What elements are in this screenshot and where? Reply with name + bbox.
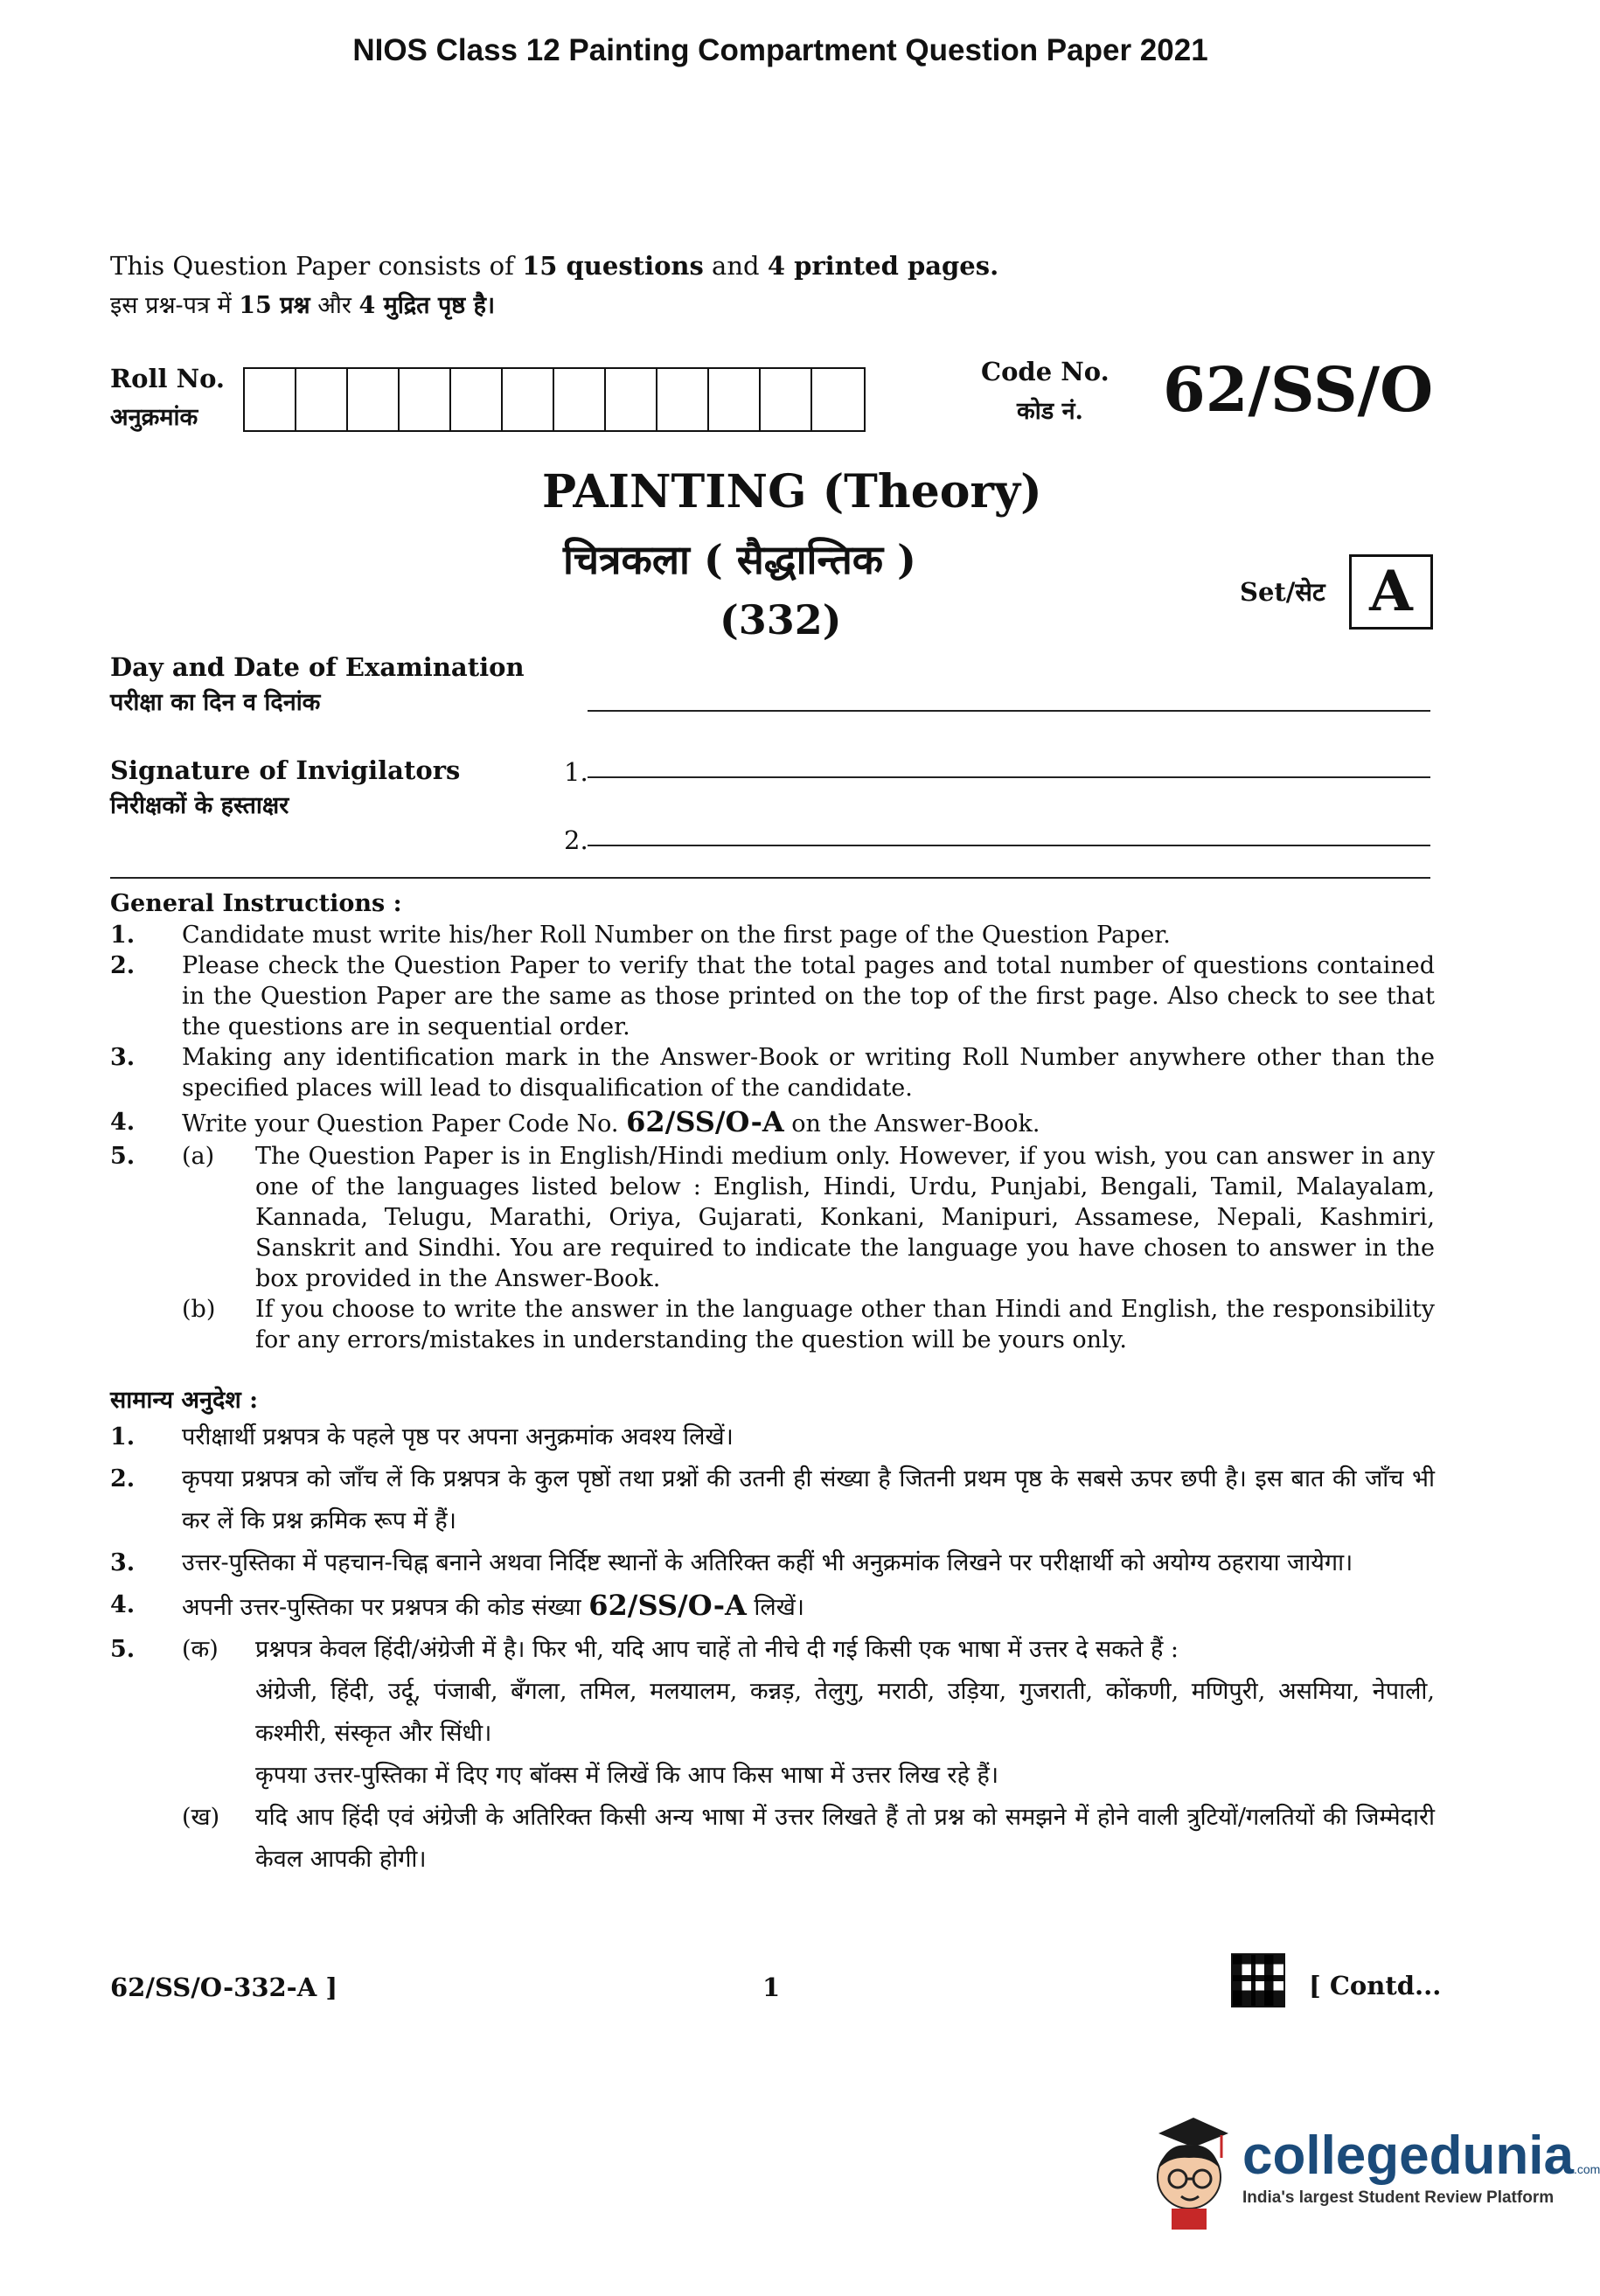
roll-cell[interactable] — [657, 369, 709, 430]
instruction-text: Please check the Question Paper to verify that the total pages and total number of questions contained in the Question Paper are the same as those printed on the top of the first page. Also check to see that the questions are in sequential order. — [182, 952, 1435, 1040]
hindi-text — [182, 1584, 1435, 1629]
instruction-item — [110, 1141, 1435, 1355]
roll-cell[interactable] — [709, 369, 761, 430]
hindi-text: कृपया प्रश्नपत्र को जाँच लें कि प्रश्नपत्र के कुल पृष्ठों तथा प्रश्नों की उतनी ही संख्या है जितनी प्रथम पृष्ठ के सबसे ऊपर छपी है। इस बात की जाँच भी कर लें कि प्रश्न क्रमिक रूप में हैं। — [182, 1465, 1435, 1534]
invigilator-1-line[interactable] — [588, 776, 1430, 778]
sub-label: (a) — [182, 1143, 215, 1170]
page-banner: NIOS Class 12 Painting Compartment Question Paper 2021 — [352, 33, 1208, 67]
hindi-4-code: 62/SS/O-A — [588, 1589, 747, 1622]
roll-cell[interactable] — [761, 369, 812, 430]
instruction-4-post: on the Answer-Book. — [783, 1110, 1040, 1138]
subject-title-hi: चित्रकला ( सैद्धान्तिक ) — [563, 536, 916, 583]
invigilator-2-line[interactable] — [588, 845, 1430, 846]
instruction-item — [110, 920, 1435, 950]
roll-cell[interactable] — [812, 369, 864, 430]
instruction-4-pre: Write your Question Paper Code No. — [182, 1110, 627, 1138]
roll-cell[interactable] — [606, 369, 657, 430]
sub-label: (ख) — [182, 1804, 220, 1831]
roll-label-hi: अनुक्रमांक — [110, 404, 198, 431]
hindi-number: 5. — [110, 1636, 136, 1663]
sub-text: प्रश्नपत्र केवल हिंदी/अंग्रेजी में है। फिर भी, यदि आप चाहें तो नीचे दी गई किसी एक भाषा में उत्तर दे सकते हैं : — [255, 1636, 1179, 1663]
exam-date-line[interactable] — [588, 710, 1430, 712]
roll-cell[interactable] — [554, 369, 606, 430]
set-label: Set/सेट — [1240, 577, 1325, 607]
consists-hi-pre: इस प्रश्न-पत्र में — [110, 292, 240, 319]
sub-text: कृपया उत्तर-पुस्तिका में दिए गए बॉक्स में लिखें कि आप किस भाषा में उत्तर लिख रहे हैं। — [255, 1762, 999, 1789]
instruction-text — [182, 1107, 1435, 1139]
hindi-item — [110, 1458, 1435, 1542]
hindi-item — [110, 1416, 1435, 1458]
logo-brand: collegedunia — [1242, 2126, 1574, 2186]
consists-en-mid: and — [703, 251, 768, 281]
hindi-item — [110, 1542, 1435, 1584]
section-divider — [110, 877, 1430, 879]
invigilators-label-en: Signature of Invigilators — [110, 755, 461, 785]
hindi-instructions-heading: सामान्य अनुदेश : — [110, 1387, 259, 1414]
hindi-4-pre: अपनी उत्तर-पुस्तिका पर प्रश्नपत्र की कोड संख्या — [182, 1594, 589, 1621]
consists-hi-questions: 15 प्रश्न — [239, 292, 310, 319]
paper-consists-en — [110, 251, 998, 282]
consists-en-pages: 4 printed pages. — [767, 251, 999, 281]
general-instructions-heading: General Instructions : — [110, 890, 402, 917]
code-label-hi: कोड नं. — [1017, 398, 1083, 425]
footer-contd: [ Contd... — [1309, 1971, 1442, 2000]
roll-number-boxes[interactable] — [243, 367, 866, 432]
roll-cell[interactable] — [296, 369, 348, 430]
hindi-number: 2. — [110, 1465, 136, 1492]
invigilator-1-number: 1. — [564, 757, 588, 787]
qr-code-icon — [1231, 1953, 1285, 2007]
instruction-5a — [182, 1141, 1435, 1294]
instruction-number: 4. — [110, 1109, 136, 1136]
hindi-number: 3. — [110, 1549, 136, 1576]
instruction-4-code: 62/SS/O-A — [626, 1105, 784, 1138]
consists-hi-pages: 4 मुद्रित पृष्ठ है। — [358, 292, 496, 319]
sub-label: (क) — [182, 1636, 219, 1663]
hindi-4-post: लिखें। — [746, 1594, 805, 1621]
collegedunia-logo[interactable] — [1141, 2107, 1600, 2230]
hindi-text: उत्तर-पुस्तिका में पहचान-चिह्न बनाने अथवा निर्दिष्ट स्थानों के अतिरिक्त कहीं भी अनुक्रमांक लिखने पर परीक्षार्थी को अयोग्य ठहराया जायेगा। — [182, 1549, 1353, 1576]
instruction-number: 2. — [110, 952, 136, 979]
hindi-item — [110, 1584, 1435, 1629]
roll-cell[interactable] — [451, 369, 503, 430]
instruction-number: 1. — [110, 922, 136, 949]
logo-tagline: India's largest Student Review Platform — [1242, 2188, 1555, 2207]
exam-date-label-hi: परीक्षा का दिन व दिनांक — [110, 689, 321, 716]
instruction-item — [110, 950, 1435, 1042]
hindi-5a — [182, 1629, 1435, 1797]
sub-text: अंग्रेजी, हिंदी, उर्दू, पंजाबी, बँगला, तमिल, मलयालम, कन्नड़, तेलुगु, मराठी, उड़िया, गुजराती, कोंकणी, मणिपुरी, असमिया, नेपाली, कश्मीरी, संस्कृत और सिंधी। — [255, 1678, 1435, 1747]
code-label-en: Code No. — [981, 357, 1110, 386]
roll-label-en: Roll No. — [110, 364, 226, 393]
roll-cell[interactable] — [503, 369, 554, 430]
invigilators-label-hi: निरीक्षकों के हस्ताक्षर — [110, 792, 289, 819]
logo-com: .com — [1573, 2162, 1600, 2176]
sub-text: The Question Paper is in English/Hindi medium only. However, if you wish, you can answer in any one of the languages listed below : English, Hindi, Urdu, Punjabi, Bengali, Tamil, Malayalam, Kannada, Telugu, Marathi, Oriya, Gujarati, Konkani, Manipuri, Assamese, Nepali, Kashmiri, Sanskrit and Sindhi. You are required to indicate the language you have chosen to answer in the box provided in the Answer-Book. — [255, 1143, 1435, 1292]
instruction-text: Making any identification mark in the Answer-Book or writing Roll Number anywhere other than the specified places will lead to disqualification of the candidate. — [182, 1044, 1435, 1102]
footer-paper-code: 62/SS/O-332-A ] — [110, 1972, 338, 2002]
logo-wordmark — [1242, 2126, 1600, 2186]
set-box: A — [1349, 554, 1433, 630]
sub-text: If you choose to write the answer in the language other than Hindi and English, the responsibility for any errors/mistakes in understanding the question will be yours only. — [255, 1296, 1435, 1353]
instruction-5b — [182, 1294, 1435, 1355]
paper-consists-hi — [110, 290, 495, 321]
instruction-item — [110, 1107, 1435, 1139]
consists-en-questions: 15 questions — [522, 251, 704, 281]
invigilator-2-number: 2. — [564, 825, 588, 855]
sub-text: यदि आप हिंदी एवं अंग्रेजी के अतिरिक्त किसी अन्य भाषा में उत्तर लिखते हैं तो प्रश्न को समझने में होने वाली त्रुटियों/गलतियों की जिम्मेदारी केवल आपकी होगी। — [255, 1804, 1435, 1873]
code-number: 62/SS/O — [1163, 353, 1434, 426]
instruction-number: 5. — [110, 1143, 136, 1170]
hindi-item — [110, 1629, 1435, 1881]
footer-page-number: 1 — [762, 1972, 781, 2002]
consists-en-pre: This Question Paper consists of — [110, 251, 523, 281]
roll-cell[interactable] — [348, 369, 400, 430]
consists-hi-mid: और — [310, 292, 359, 319]
logo-text-block — [1242, 2126, 1600, 2208]
roll-cell[interactable] — [245, 369, 296, 430]
instruction-item — [110, 1042, 1435, 1103]
sub-label: (b) — [182, 1296, 216, 1323]
instruction-text: Candidate must write his/her Roll Number on the first page of the Question Paper. — [182, 922, 1171, 949]
mascot-icon — [1141, 2107, 1237, 2230]
exam-date-label-en: Day and Date of Examination — [110, 652, 525, 682]
hindi-number: 1. — [110, 1423, 136, 1451]
instruction-number: 3. — [110, 1044, 136, 1071]
hindi-text: परीक्षार्थी प्रश्नपत्र के पहले पृष्ठ पर अपना अनुक्रमांक अवश्य लिखें। — [182, 1423, 734, 1451]
roll-cell[interactable] — [400, 369, 451, 430]
hindi-instructions-list — [110, 1416, 1435, 1881]
subject-title-en: PAINTING (Theory) — [542, 465, 1042, 518]
general-instructions-list — [110, 920, 1435, 1355]
hindi-number: 4. — [110, 1591, 136, 1618]
subject-code: (332) — [720, 596, 842, 644]
hindi-5b — [182, 1797, 1435, 1881]
